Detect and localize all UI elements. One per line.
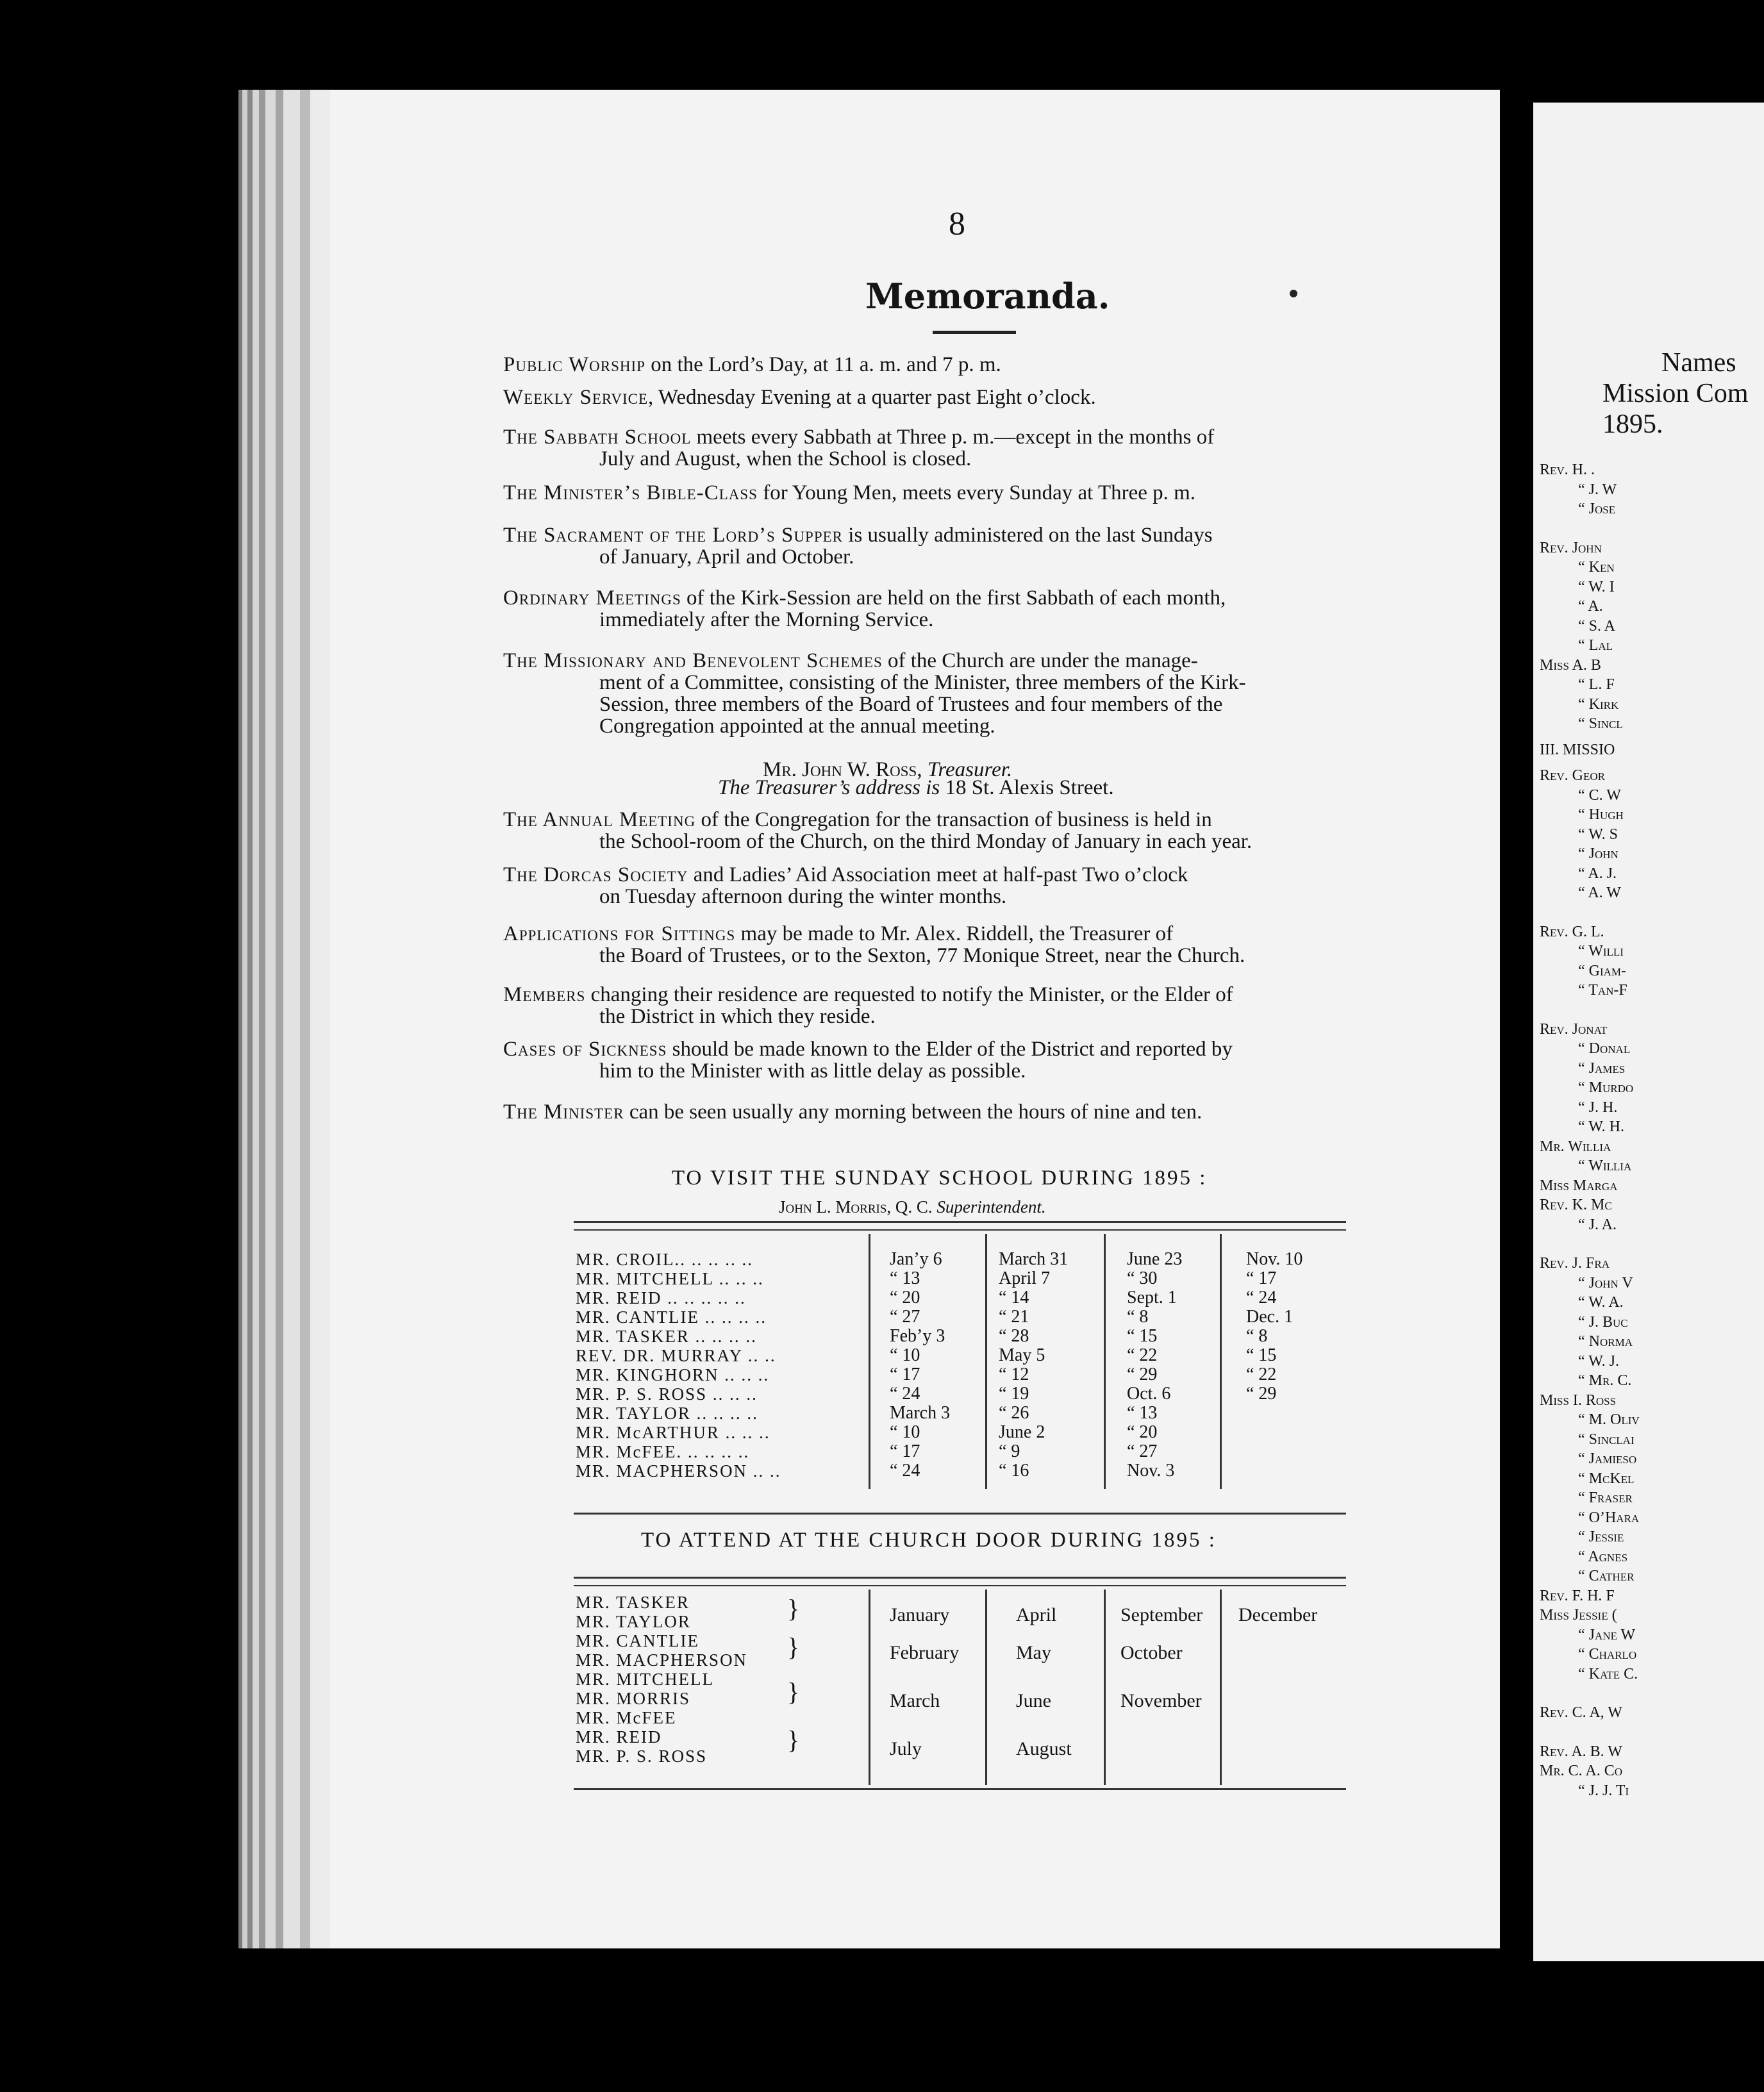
memo-continuation: Congregation appointed at the annual meeting. xyxy=(599,715,995,738)
column-rule xyxy=(869,1590,870,1785)
right-page-line: “ Jessie xyxy=(1578,1529,1624,1545)
table-cell: “ 20 xyxy=(1127,1422,1158,1442)
table-cell: “ 27 xyxy=(890,1307,920,1327)
table-cell: Nov. 3 xyxy=(1127,1461,1175,1481)
right-page-line: “ James xyxy=(1578,1059,1626,1077)
group-brace: } xyxy=(787,1725,800,1754)
door-month: June xyxy=(1016,1690,1051,1711)
right-page-line: Rev. K. Mc xyxy=(1540,1197,1612,1213)
column-rule xyxy=(1104,1234,1106,1489)
memo-paragraph xyxy=(503,1038,1429,1082)
table-cell: “ 29 xyxy=(1127,1365,1158,1384)
right-page-line: “ Charlo xyxy=(1578,1646,1637,1663)
right-page-line: Miss Jessie ( xyxy=(1540,1607,1617,1623)
right-page-line: “ John xyxy=(1578,845,1618,862)
treasurer-address: The Treasurer’s address is 18 St. Alexis Street. xyxy=(718,776,1114,799)
table-cell: Sept. 1 xyxy=(1127,1288,1177,1308)
right-page-line: “ J. H. xyxy=(1578,1099,1618,1116)
right-page-year: 1895. xyxy=(1602,410,1663,439)
table-cell: “ 22 xyxy=(1127,1345,1158,1365)
right-page-line: “ Jamieso xyxy=(1578,1450,1637,1467)
table-cell: “ 16 xyxy=(999,1461,1029,1481)
memo-text: is usually administered on the last Sundays xyxy=(843,524,1213,547)
table-cell: “ 14 xyxy=(999,1288,1029,1308)
right-page-line: “ Fraser xyxy=(1578,1490,1633,1506)
sunday-school-column-2 xyxy=(999,1250,1068,1481)
table-cell: MR. McARTHUR .. .. .. xyxy=(576,1423,770,1442)
right-page-heading: Names xyxy=(1661,348,1736,378)
memo-paragraph xyxy=(503,386,1429,408)
table-cell: MR. REID .. .. .. .. .. xyxy=(576,1288,746,1308)
right-page-line: “ Cather xyxy=(1578,1568,1635,1584)
table-cell: “ 24 xyxy=(890,1384,920,1404)
memo-lead: Ordinary Meetings xyxy=(503,586,681,610)
right-page-line: “ Ken xyxy=(1578,559,1615,576)
table-cell: MR. TASKER .. .. .. .. xyxy=(576,1327,757,1346)
right-page-line: “ Sincl xyxy=(1578,715,1623,732)
table-cell: MR. TAYLOR .. .. .. .. xyxy=(576,1404,758,1423)
memo-continuation: July and August, when the School is closed. xyxy=(599,447,972,470)
memo-paragraph xyxy=(503,984,1429,1027)
memo-paragraph xyxy=(503,482,1429,504)
table-cell: MR. REID xyxy=(576,1727,662,1747)
table-cell: “ 24 xyxy=(1246,1288,1277,1308)
right-page-line: III. MISSIO xyxy=(1540,741,1615,758)
table-cell: “ 17 xyxy=(1246,1268,1277,1288)
table-rule xyxy=(574,1221,1346,1223)
table-cell: MR. McFEE xyxy=(576,1708,677,1727)
memo-continuation: the Board of Trustees, or to the Sexton, 77 Monique Street, near the Church. xyxy=(599,944,1245,967)
memo-lead: The Missionary and Benevolent Schemes xyxy=(503,649,883,672)
right-page-line: “ S. A xyxy=(1578,617,1616,635)
treasurer-line: Mr. John W. Ross, Treasurer. xyxy=(763,758,1013,781)
table-cell: “ 12 xyxy=(999,1365,1029,1384)
table-cell: “ 30 xyxy=(1127,1268,1158,1288)
table-cell: REV. DR. MURRAY .. .. xyxy=(576,1346,776,1365)
group-brace: } xyxy=(787,1677,800,1706)
memo-lead: Cases of Sickness xyxy=(503,1038,667,1061)
table-cell: “ 29 xyxy=(1246,1384,1277,1404)
memo-continuation: Session, three members of the Board of Trustees and four members of the xyxy=(599,693,1223,716)
door-month: May xyxy=(1016,1642,1051,1663)
right-page-line: “ J. J. Ti xyxy=(1578,1782,1629,1799)
right-page-line: “ Giam- xyxy=(1578,962,1627,979)
column-rule xyxy=(985,1590,987,1785)
sunday-school-column-3 xyxy=(1127,1250,1182,1481)
door-month: March xyxy=(890,1690,940,1711)
right-page-line: Rev. C. A, W xyxy=(1540,1704,1622,1721)
memo-text: changing their residence are requested to notify the Minister, or the Elder of xyxy=(585,983,1233,1006)
right-page-line: “ Norma xyxy=(1578,1333,1633,1350)
memo-text: meets every Sabbath at Three p. m.—except in the months of xyxy=(691,426,1215,449)
memo-lead: Weekly Service xyxy=(503,386,649,409)
memo-lead: The Sacrament of the Lord’s Supper xyxy=(503,524,844,547)
right-page-line: “ W. I xyxy=(1578,578,1615,595)
right-page-line: “ Willi xyxy=(1578,943,1624,959)
right-page-line: “ Jane W xyxy=(1578,1626,1636,1643)
right-page-line: “ McKel xyxy=(1578,1470,1635,1487)
memo-text: and Ladies’ Aid Association meet at half-past Two o’clock xyxy=(688,863,1188,886)
memo-text: should be made known to the Elder of the District and reported by xyxy=(667,1038,1233,1061)
memo-text: , Wednesday Evening at a quarter past Eight o’clock. xyxy=(648,386,1096,409)
memo-paragraph xyxy=(503,650,1429,737)
table-cell: “ 19 xyxy=(999,1384,1029,1404)
church-door-names xyxy=(576,1593,747,1766)
memo-continuation: immediately after the Morning Service. xyxy=(599,608,934,631)
group-brace: } xyxy=(787,1594,800,1623)
page-number: 8 xyxy=(949,206,965,242)
right-page-line: Miss A. B xyxy=(1540,656,1601,674)
memo-text: for Young Men, meets every Sunday at Three p. m. xyxy=(757,481,1196,504)
table-rule xyxy=(574,1585,1346,1586)
memo-paragraph xyxy=(503,864,1429,908)
table-cell: “ 17 xyxy=(890,1365,920,1384)
right-page-line: “ L. F xyxy=(1578,676,1615,693)
right-page-subheading: Mission Com xyxy=(1602,379,1749,408)
right-page-line: Mr. C. A. Co xyxy=(1540,1763,1622,1779)
table-cell: “ 10 xyxy=(890,1345,920,1365)
right-page-line: “ Donal xyxy=(1578,1040,1631,1057)
right-page-line: “ Murdo xyxy=(1578,1079,1634,1096)
table-cell: Oct. 6 xyxy=(1127,1384,1171,1404)
table-cell: Feb’y 3 xyxy=(890,1326,945,1346)
column-rule xyxy=(1104,1590,1106,1785)
sunday-school-names xyxy=(576,1250,781,1481)
right-page-line: “ Mr. C. xyxy=(1578,1372,1632,1389)
right-page-line: “ W. S xyxy=(1578,826,1618,843)
column-rule xyxy=(869,1234,870,1489)
right-page-line: Rev. John xyxy=(1540,539,1602,556)
right-page-line: “ Kate C. xyxy=(1578,1665,1638,1682)
table-cell: MR. MACPHERSON .. .. xyxy=(576,1461,781,1481)
memo-continuation: of January, April and October. xyxy=(599,545,854,569)
right-page-line: Rev. G. L. xyxy=(1540,923,1604,940)
table-cell: “ 21 xyxy=(999,1307,1029,1327)
memo-lead: Members xyxy=(503,983,586,1006)
sunday-school-column-4 xyxy=(1246,1250,1302,1404)
sunday-school-heading: TO VISIT THE SUNDAY SCHOOL DURING 1895 : xyxy=(672,1166,1208,1190)
column-rule xyxy=(985,1234,987,1489)
right-page xyxy=(1533,103,1764,1961)
table-rule xyxy=(574,1229,1346,1231)
right-page-line: “ Agnes xyxy=(1578,1548,1628,1565)
right-page-line: “ Kirk xyxy=(1578,695,1619,713)
right-page-line: Mr. Willia xyxy=(1540,1138,1611,1155)
memo-continuation: the School-room of the Church, on the third Monday of January in each year. xyxy=(599,830,1252,853)
memo-paragraph xyxy=(503,587,1429,631)
memo-lead: The Dorcas Society xyxy=(503,863,688,886)
memo-continuation: on Tuesday afternoon during the winter months. xyxy=(599,885,1007,908)
door-month: January xyxy=(890,1604,950,1625)
table-cell: MR. P. S. ROSS .. .. .. xyxy=(576,1384,758,1404)
door-month: October xyxy=(1120,1642,1183,1663)
table-cell: “ 28 xyxy=(999,1326,1029,1346)
table-cell: June 23 xyxy=(1127,1249,1183,1269)
table-cell: MR. CANTLIE .. .. .. .. xyxy=(576,1308,767,1327)
page-title: Memoranda. xyxy=(865,276,1110,317)
door-month: August xyxy=(1016,1738,1072,1759)
memo-continuation: him to the Minister with as little delay as possible. xyxy=(599,1059,1026,1083)
memo-paragraph xyxy=(503,923,1429,967)
table-cell: MR. KINGHORN .. .. .. xyxy=(576,1365,770,1384)
table-cell: “ 15 xyxy=(1246,1345,1277,1365)
memo-text: of the Church are under the manage- xyxy=(882,649,1198,672)
memo-text: on the Lord’s Day, at 11 a. m. and 7 p. m. xyxy=(645,353,1001,376)
door-month: April xyxy=(1016,1604,1057,1625)
table-cell: “ 15 xyxy=(1127,1326,1158,1346)
door-month: November xyxy=(1120,1690,1202,1711)
memo-paragraph xyxy=(503,809,1429,852)
right-page-line: “ W. H. xyxy=(1578,1118,1624,1135)
title-rule xyxy=(933,331,1016,334)
group-brace: } xyxy=(787,1632,800,1661)
table-cell: MR. MACPHERSON xyxy=(576,1650,748,1670)
door-month: July xyxy=(890,1738,922,1759)
right-page-line: “ J. W xyxy=(1578,481,1617,498)
memo-continuation: ment of a Committee, consisting of the Minister, three members of the Kirk- xyxy=(599,671,1246,694)
memo-lead: The Minister’s Bible-Class xyxy=(503,481,758,504)
table-cell: “ 8 xyxy=(1246,1326,1268,1346)
table-cell: “ 27 xyxy=(1127,1441,1158,1461)
door-month: September xyxy=(1120,1604,1203,1625)
table-cell: “ 24 xyxy=(890,1461,920,1481)
right-page-line: “ Willia xyxy=(1578,1158,1632,1174)
memo-lead: The Annual Meeting xyxy=(503,808,696,831)
table-cell: “ 13 xyxy=(890,1268,920,1288)
table-rule xyxy=(574,1788,1346,1790)
table-cell: April 7 xyxy=(999,1268,1051,1288)
memo-continuation: the District in which they reside. xyxy=(599,1005,876,1028)
memo-paragraph xyxy=(503,1101,1429,1123)
sunday-school-column-1 xyxy=(890,1250,950,1481)
table-cell: March 31 xyxy=(999,1249,1069,1269)
table-cell: “ 20 xyxy=(890,1288,920,1308)
right-page-line: Rev. H. . xyxy=(1540,461,1595,478)
table-cell: “ 26 xyxy=(999,1403,1029,1423)
table-cell: Nov. 10 xyxy=(1246,1249,1303,1269)
right-page-line: “ A. xyxy=(1578,598,1603,615)
table-cell: MR. MORRIS xyxy=(576,1689,691,1708)
right-page-line: “ John V xyxy=(1578,1274,1633,1291)
table-cell: MR. McFEE. .. .. .. .. xyxy=(576,1442,750,1461)
right-page-line: “ W. J. xyxy=(1578,1352,1620,1370)
memo-paragraph xyxy=(503,524,1429,568)
memo-text: can be seen usually any morning between the hours of nine and ten. xyxy=(624,1100,1202,1124)
table-cell: MR. MITCHELL .. .. .. xyxy=(576,1269,764,1288)
table-cell: March 3 xyxy=(890,1403,951,1423)
right-page-line: “ J. Buc xyxy=(1578,1313,1628,1331)
right-page-line: “ Jose xyxy=(1578,501,1616,517)
table-cell: MR. MITCHELL xyxy=(576,1670,714,1689)
table-cell: Dec. 1 xyxy=(1246,1307,1294,1327)
right-page-line: “ Sinclai xyxy=(1578,1431,1635,1448)
table-cell: May 5 xyxy=(999,1345,1045,1365)
table-cell: MR. CROIL.. .. .. .. .. xyxy=(576,1250,754,1269)
door-month: December xyxy=(1238,1604,1318,1625)
right-page-line: “ Hugh xyxy=(1578,806,1624,823)
door-month: February xyxy=(890,1642,960,1663)
table-cell: “ 10 xyxy=(890,1422,920,1442)
memo-paragraph xyxy=(503,426,1429,470)
right-page-line: “ Lal xyxy=(1578,637,1613,654)
right-page-line: Miss Marga xyxy=(1540,1177,1618,1194)
right-page-line: Rev. J. Fra xyxy=(1540,1255,1610,1272)
right-page-line: Rev. Geor xyxy=(1540,767,1606,784)
table-cell: MR. CANTLIE xyxy=(576,1631,699,1650)
column-rule xyxy=(1220,1234,1222,1489)
right-page-line: “ W. A. xyxy=(1578,1294,1624,1311)
right-page-line: “ A. W xyxy=(1578,884,1621,901)
table-cell: “ 22 xyxy=(1246,1365,1277,1384)
right-page-line: Miss I. Ross xyxy=(1540,1391,1617,1409)
right-page-line: Rev. Jonat xyxy=(1540,1020,1608,1038)
table-cell: “ 17 xyxy=(890,1441,920,1461)
right-page-line: “ A. J. xyxy=(1578,865,1617,882)
table-cell: “ 9 xyxy=(999,1441,1020,1461)
right-page-line: “ M. Oliv xyxy=(1578,1411,1640,1428)
memo-text: may be made to Mr. Alex. Riddell, the Treasurer of xyxy=(735,922,1174,945)
memo-lead: The Sabbath School xyxy=(503,426,692,449)
right-page-line: “ C. W xyxy=(1578,786,1621,804)
right-page-line: “ J. A. xyxy=(1578,1216,1617,1233)
table-cell: “ 8 xyxy=(1127,1307,1149,1327)
memo-lead: Applications for Sittings xyxy=(503,922,736,945)
right-page-line: “ Tan-F xyxy=(1578,982,1627,999)
table-cell: MR. TASKER xyxy=(576,1593,690,1612)
memo-lead: The Minister xyxy=(503,1100,624,1124)
column-rule xyxy=(1220,1590,1222,1785)
sunday-school-superintendent: John L. Morris, Q. C. Superintendent. xyxy=(779,1197,1046,1216)
table-cell: MR. TAYLOR xyxy=(576,1612,691,1631)
table-cell: June 2 xyxy=(999,1422,1045,1442)
table-cell: MR. P. S. ROSS xyxy=(576,1747,708,1766)
right-page-line: “ O’Hara xyxy=(1578,1509,1640,1526)
table-cell: “ 13 xyxy=(1127,1403,1158,1423)
right-page-line: Rev. F. H. F xyxy=(1540,1587,1615,1604)
memo-lead: Public Worship xyxy=(503,353,645,376)
right-page-line: Rev. A. B. W xyxy=(1540,1743,1622,1760)
ink-dot xyxy=(1290,290,1297,297)
memo-paragraph xyxy=(503,354,1429,376)
church-door-heading: TO ATTEND AT THE CHURCH DOOR DURING 1895 : xyxy=(641,1529,1217,1552)
memo-text: of the Kirk-Session are held on the first Sabbath of each month, xyxy=(681,586,1226,610)
memo-text: of the Congregation for the transaction of business is held in xyxy=(695,808,1212,831)
page-edges xyxy=(238,90,335,1948)
table-rule xyxy=(574,1577,1346,1579)
table-cell: Jan’y 6 xyxy=(890,1249,942,1269)
table-rule xyxy=(574,1513,1346,1515)
